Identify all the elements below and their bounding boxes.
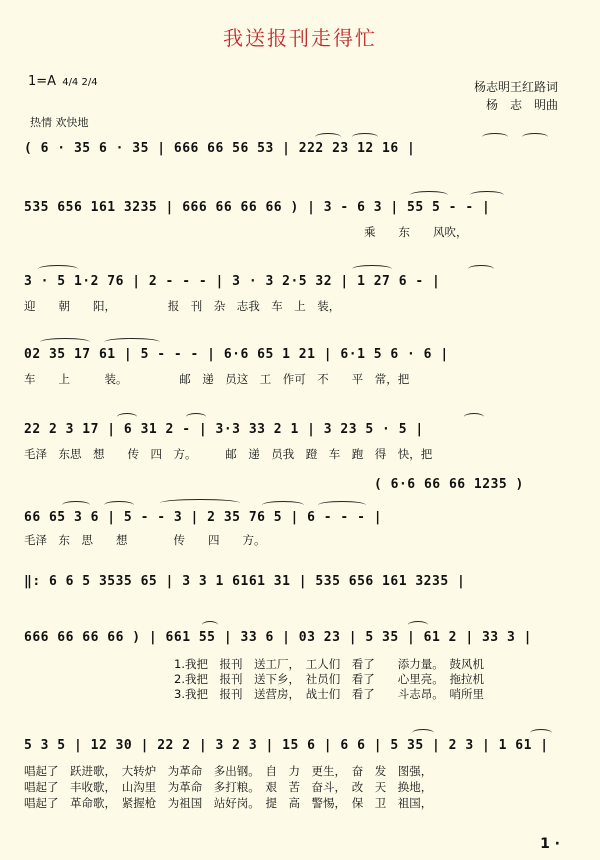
slur [40, 338, 90, 346]
slur [352, 265, 392, 273]
lyrics-row-4: 车 上 装。 邮 递 员这 工 作可 不 平 常，把 [24, 372, 410, 386]
lyrics-row-2: 乘 东 风吹， [364, 225, 468, 239]
page-number: 1 · [540, 836, 560, 852]
notation-row-4: 02 35 17 61 | 5 - - - | 6·6 65 1 21 | 6·1 5 6 · 6 | [24, 347, 449, 362]
slur [160, 499, 240, 507]
song-title: 我送报刊走得忙 [223, 26, 377, 50]
slur [186, 413, 206, 421]
slur [117, 413, 137, 421]
notation-row-3: 3 · 5 1·2 76 | 2 - - - | 3 · 3 2·5 32 | 1 27 6 - | [24, 274, 441, 289]
lyrics-row-6: 毛泽 东 思 想 传 四 方。 [24, 533, 266, 547]
slur [318, 501, 366, 509]
notation-row-6-intro: ( 6·6 66 66 1235 ) [374, 477, 524, 492]
notation-row-6: 66 65 3 6 | 5 - - 3 | 2 35 76 5 | 6 - - - | [24, 510, 383, 525]
lyrics-verse-1: 1.我把 报刊 送工厂， 工人们 看了 添力量。 鼓风机 [174, 657, 484, 671]
notation-row-9: 5 3 5 | 12 30 | 22 2 | 3 2 3 | 15 6 | 6 6 | 5 35 | 2 3 | 1 61 | [24, 738, 549, 753]
slur [352, 133, 378, 141]
lyrics-final-verse-2: 唱起了 丰收歌， 山沟里 为革命 多打粮。 艰 苦 奋斗， 改 天 换地， [24, 780, 433, 794]
lyrics-verse-3: 3.我把 报刊 送营房， 战士们 看了 斗志昂。 哨所里 [174, 687, 484, 701]
slur [38, 265, 78, 273]
slur [104, 338, 160, 346]
lyrics-row-5: 毛泽 东思 想 传 四 方。 邮 递 员我 蹬 车 跑 得 快，把 [24, 447, 433, 461]
slur [408, 621, 428, 629]
notation-row-2: 535 656 161 3235 | 666 66 66 66 ) | 3 - 6 3 | 55 5 - - | [24, 200, 491, 215]
lyrics-final-verse-1: 唱起了 跃进歌， 大转炉 为革命 多出钢。 自 力 更生， 奋 发 图强， [24, 764, 433, 778]
key-label: 1=A [28, 74, 57, 89]
slur [62, 501, 90, 509]
lyricist-credit: 杨志明王红路词 [473, 80, 558, 94]
slur [468, 265, 494, 273]
notation-row-7: ‖: 6 6 5 3535 65 | 3 3 1 6161 31 | 535 656 161 3235 | [24, 574, 466, 589]
slur [202, 621, 218, 629]
slur [464, 413, 484, 421]
slur [470, 191, 504, 199]
notation-row-1: ( 6 · 35 6 · 35 | 666 66 56 53 | 222 23 12 16 | [24, 141, 416, 156]
lyrics-final-verse-3: 唱起了 革命歌， 紧握枪 为祖国 站好岗。 提 高 警惕， 保 卫 祖国， [24, 796, 433, 810]
key-signature [28, 74, 98, 89]
slur [482, 133, 508, 141]
time-signature: 4/4 2/4 [62, 77, 98, 88]
slur [315, 133, 341, 141]
notation-row-5: 22 2 3 17 | 6 31 2 - | 3·3 33 2 1 | 3 23 5 · 5 | [24, 422, 424, 437]
slur [530, 729, 552, 737]
lyrics-row-3: 迎 朝 阳， 报 刊 杂 志我 车 上 装， [24, 299, 341, 313]
slur [104, 501, 134, 509]
slur [522, 133, 548, 141]
tempo-marking: 热情 欢快地 [30, 116, 89, 129]
slur [410, 191, 448, 199]
notation-row-8: 666 66 66 66 ) | 661 55 | 33 6 | 03 23 | 5 35 | 61 2 | 33 3 | [24, 630, 532, 645]
slur [412, 729, 434, 737]
lyrics-verse-2: 2.我把 报刊 送下乡， 社员们 看了 心里亮。 拖拉机 [174, 672, 484, 686]
slur [262, 501, 304, 509]
composer-credit: 杨 志 明曲 [485, 98, 558, 112]
